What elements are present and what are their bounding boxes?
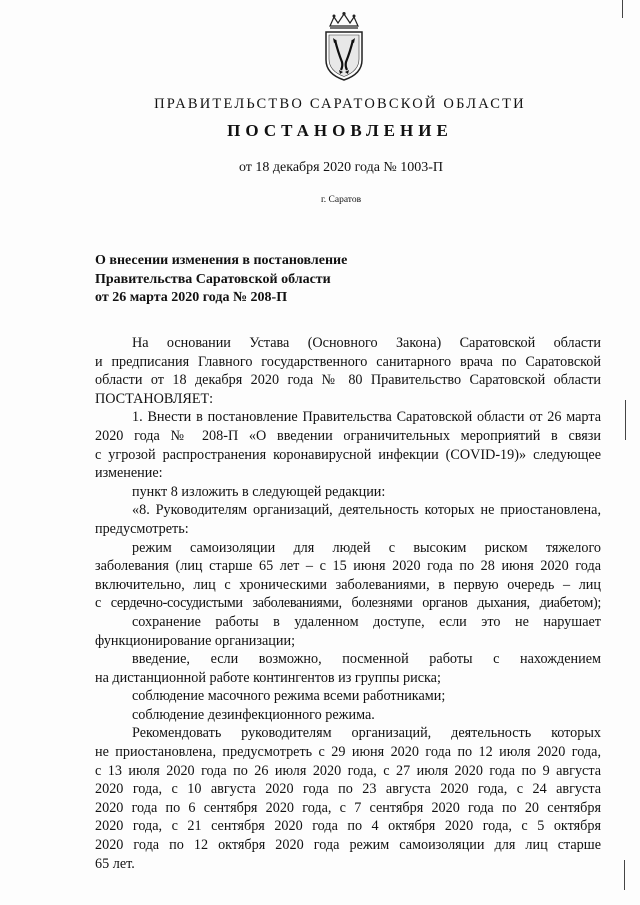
document-city: г. Саратов	[320, 195, 362, 205]
scan-edge-mark	[624, 860, 625, 890]
body-line: изменение:	[95, 465, 163, 482]
body-line: области от 18 декабря 2020 года № 80 Правительство Саратовской области	[95, 372, 601, 389]
body-line: с 13 июля 2020 года по 26 июля 2020 года, с 27 июля 2020 года по 9 августа	[95, 762, 601, 779]
body-line: Рекомендовать руководителям организаций, деятельность которых	[132, 725, 601, 742]
scan-edge-mark	[622, 0, 623, 18]
body-line: функционирование организации;	[95, 632, 296, 649]
body-line: с угрозой распространения коронавирусной инфекции (COVID-19)» следующее	[95, 446, 601, 463]
body-line: 2020 года, с 21 сентября 2020 года по 4 октября 2020 года, с 5 октября	[95, 818, 601, 835]
body-line: сохранение работы в удаленном доступе, если это не нарушает	[132, 613, 601, 630]
body-line: 2020 года по 12 октября 2020 года режим самоизоляции для лиц старше	[95, 837, 601, 854]
body-line: с сердечно-сосудистыми заболеваниями, болезнями органов дыхания, диабетом);	[95, 595, 601, 612]
body-line: предусмотреть:	[95, 520, 189, 537]
body-line: На основании Устава (Основного Закона) Саратовской области	[132, 335, 601, 351]
title-line: Правительства Саратовской области	[95, 271, 331, 287]
body-line: 2020 года по 6 сентября 2020 года, с 7 сентября 2020 года по 20 сентября	[95, 799, 601, 816]
document-date-number: от 18 декабря 2020 года № 1003-П	[238, 160, 444, 175]
body-line: пункт 8 изложить в следующей редакции:	[132, 483, 386, 500]
body-line: заболевания (лиц старше 65 лет – с 15 июня 2020 года по 28 июня 2020 года	[95, 558, 601, 575]
title-line: О внесении изменения в постановление	[95, 253, 348, 268]
body-line: 2020 года, с 10 августа 2020 года по 23 августа 2020 года, с 24 августа	[95, 781, 601, 798]
body-line: не приостановлена, предусмотреть с 29 июня 2020 года по 12 июля 2020 года,	[95, 744, 601, 761]
body-line: 65 лет.	[95, 855, 135, 872]
document-title	[95, 252, 395, 308]
document-type: ПОСТАНОВЛЕНИЕ	[227, 121, 453, 140]
body-line: включительно, лиц с хроническими заболеваниями, в первую очередь – лиц	[95, 576, 601, 593]
body-line: и предписания Главного государственного санитарного врача по Саратовской	[95, 353, 601, 370]
body-line: соблюдение масочного режима всеми работниками;	[132, 688, 446, 705]
body-line: режим самоизоляции для людей с высоким риском тяжелого	[132, 539, 601, 556]
body-line: введение, если возможно, посменной работы с нахождением	[132, 651, 601, 668]
document-body	[95, 334, 601, 873]
scan-edge-mark	[625, 400, 626, 440]
body-line: на дистанционной работе контингентов из группы риска;	[95, 669, 441, 686]
body-line: ПОСТАНОВЛЯЕТ:	[95, 390, 214, 407]
title-line: от 26 марта 2020 года № 208-П	[95, 290, 288, 305]
body-line: соблюдение дезинфекционного режима.	[132, 706, 375, 723]
saratov-coat-of-arms-icon	[320, 12, 368, 82]
government-name: ПРАВИТЕЛЬСТВО САРАТОВСКОЙ ОБЛАСТИ	[154, 96, 526, 112]
body-line: 2020 года № 208-П «О введении ограничительных мероприятий в связи	[95, 427, 601, 444]
body-line: «8. Руководителям организаций, деятельность которых не приостановлена,	[132, 502, 601, 519]
body-line: 1. Внести в постановление Правительства Саратовской области от 26 марта	[132, 409, 601, 426]
